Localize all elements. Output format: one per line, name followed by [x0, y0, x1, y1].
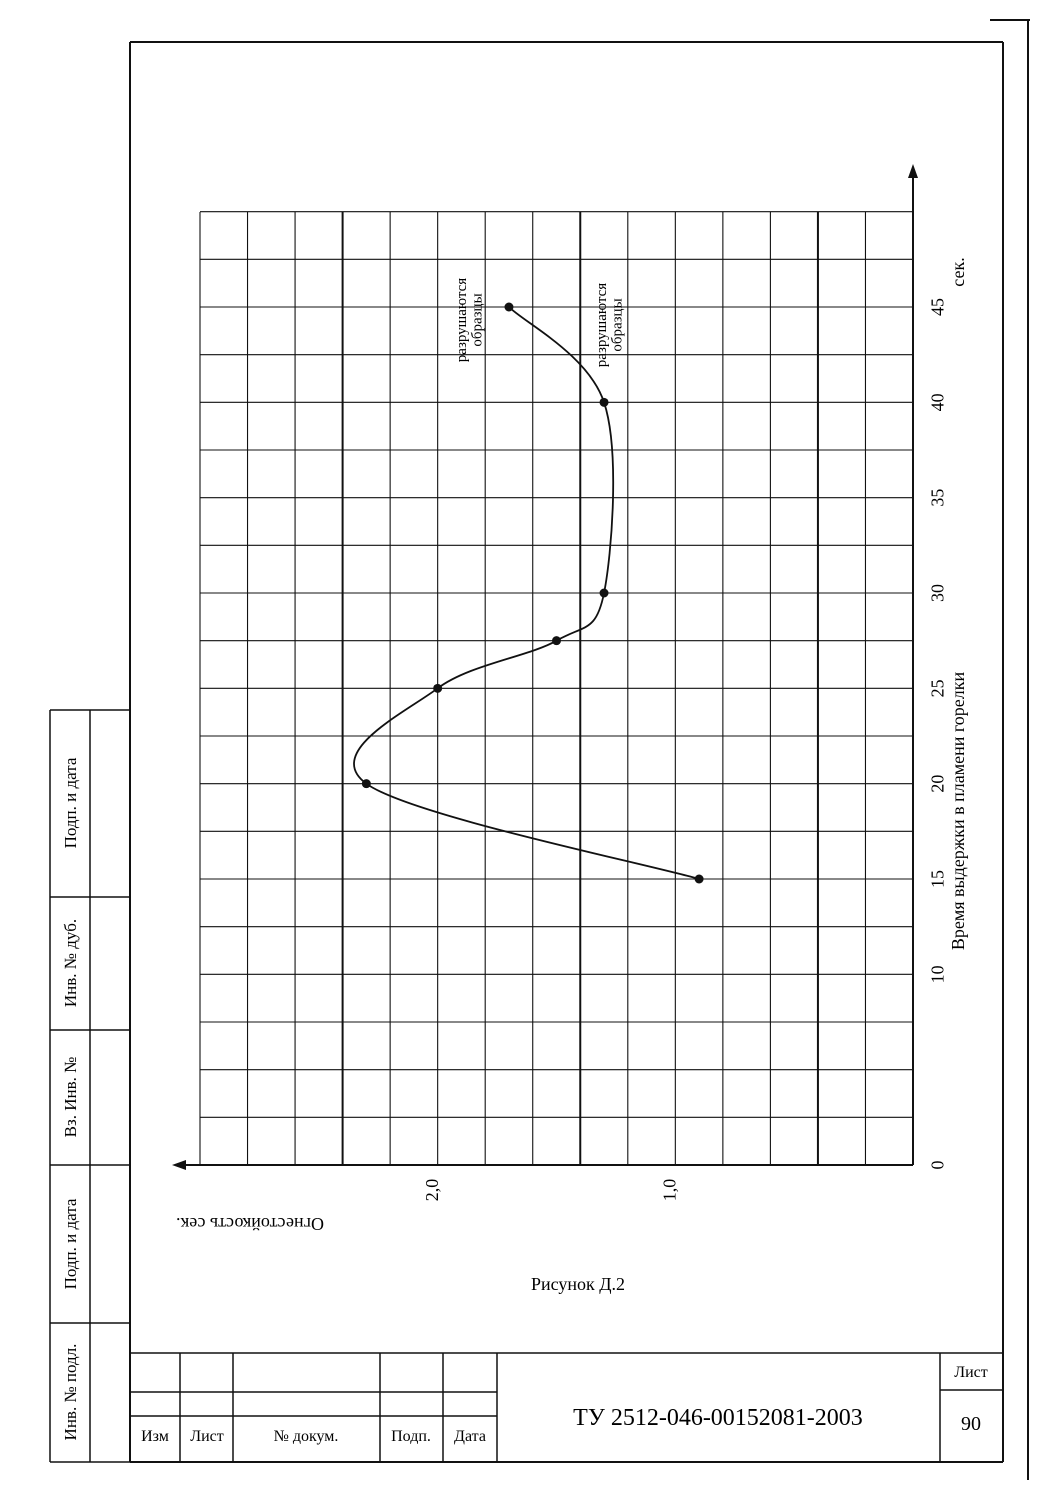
y-tick-label: 1,0: [659, 1178, 680, 1202]
data-point: [433, 684, 442, 693]
chart-grid: [200, 212, 913, 1165]
x-axis-unit: сек.: [948, 257, 968, 287]
x-tick-label: 25: [927, 679, 948, 698]
side-stamp-field: Инв. № подл.: [61, 1343, 80, 1441]
x-tick-label: 10: [927, 965, 948, 984]
document-code: ТУ 2512-046-00152081-2003: [573, 1405, 863, 1431]
x-tick-label: 35: [927, 488, 948, 507]
title-block-header: № докум.: [273, 1428, 339, 1445]
side-stamp-field: Вз. Инв. №: [61, 1056, 80, 1138]
side-stamp-field: Инв. № дуб.: [61, 918, 80, 1008]
sheet-number: 90: [961, 1413, 981, 1435]
chart-axes: [172, 164, 918, 1170]
data-point: [504, 303, 513, 312]
figure-caption: Рисунок Д.2: [530, 1274, 626, 1294]
data-point: [552, 636, 561, 645]
data-point: [600, 589, 609, 598]
data-point: [600, 398, 609, 407]
data-point: [695, 875, 704, 884]
side-stamp-field: Подп. и дата: [61, 1198, 80, 1290]
title-block-header: Изм: [141, 1428, 169, 1445]
sheet-label: Лист: [954, 1364, 988, 1381]
annotation-line: разрушаются: [594, 282, 610, 368]
annotation-label: [454, 278, 486, 362]
y-tick-label: 2,0: [421, 1178, 442, 1202]
annotation-line: образцы: [469, 293, 486, 347]
x-tick-label: 15: [927, 870, 948, 888]
chart-tick-labels: [422, 298, 947, 1201]
x-axis-title: Время выдержки в пламени горелки: [948, 671, 968, 951]
chart-annotations: [454, 278, 626, 367]
y-axis-title: Огнестойкость сек.: [176, 1214, 324, 1234]
x-tick-label: 0: [927, 1160, 948, 1170]
x-tick-label: 40: [927, 393, 948, 412]
y-axis-arrow: [172, 1160, 186, 1170]
x-axis-arrow: [908, 164, 918, 178]
side-stamp: [50, 710, 130, 1462]
x-tick-label: 20: [927, 774, 948, 793]
title-block-header: Дата: [454, 1428, 486, 1445]
chart: [172, 164, 968, 1234]
side-stamp-field: Подп. и дата: [61, 757, 80, 849]
title-block: [130, 1353, 1003, 1462]
annotation-line: образцы: [609, 298, 626, 352]
annotation-line: разрушаются: [454, 277, 470, 363]
x-tick-label: 30: [927, 584, 948, 602]
x-tick-label: 45: [927, 298, 948, 316]
title-block-header: Лист: [190, 1428, 224, 1445]
data-point: [362, 779, 371, 788]
title-block-header: Подп.: [391, 1428, 431, 1445]
